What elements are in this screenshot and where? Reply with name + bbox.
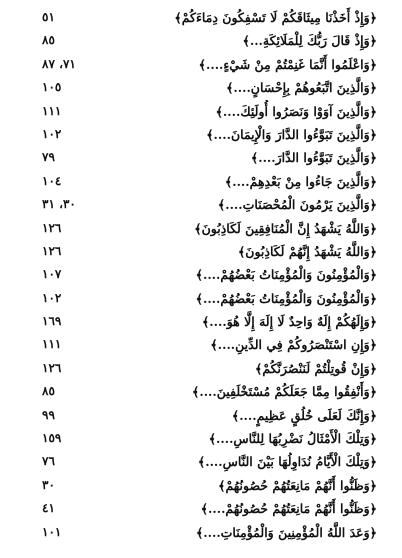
- index-row: [42, 521, 377, 544]
- page-reference: ٧٩: [42, 150, 55, 165]
- page-reference: ١٠٢: [42, 290, 62, 305]
- index-row: [42, 29, 377, 52]
- page-reference: ١٢٦: [42, 220, 62, 235]
- verse-text: ﴿وَعَدَ اللَّهُ الْمُؤْمِنِينَ وَالْمُؤْمِنَاتِ....﴾: [195, 524, 377, 540]
- index-row: [42, 310, 377, 333]
- index-row: [42, 193, 377, 216]
- verse-text: ﴿وَالْمُؤْمِنُونَ وَالْمُؤْمِنَاتُ بَعْضُهُمْ....﴾: [195, 267, 377, 283]
- page-reference: ١٢٦: [42, 360, 62, 375]
- verse-text: ﴿وَالَّذِينَ تَبَوَّءُوا الدَّارَ....﴾: [250, 150, 377, 166]
- verse-text: ﴿وَإِنِ اسْتَنْصَرُوكُمْ فِي الدِّينِ....﴾: [210, 337, 377, 353]
- page-reference: ٤١: [42, 501, 55, 516]
- verse-text: ﴿وَالَّذِينَ يَرْمُونَ الْمُحْصَنَاتِ....﴾: [217, 197, 377, 213]
- page-reference: ١٠٧: [42, 267, 62, 282]
- verse-text: ﴿وَالَّذِينَ تَبَوَّءُوا الدَّارَ وَالْإِيمَانَ....﴾: [206, 126, 377, 142]
- verse-text: ﴿وَاللَّهُ يَشْهَدُ إِنَّ الْمُنَافِقِينَ لَكَاذِبُونَ﴾: [194, 220, 377, 236]
- verse-text: ﴿وَالَّذِينَ اتَّبَعُوهُمْ بِإِحْسَانٍ....﴾: [226, 80, 377, 96]
- verse-text: ﴿وَتِلْكَ الْأَمْثَالُ نَضْرِبُهَا لِلنَّاسِ....﴾: [208, 431, 377, 447]
- verse-text: ﴿وَأَنْفِقُوا مِمَّا جَعَلَكُمْ مُسْتَخْلَفِينَ....﴾: [192, 384, 377, 400]
- verse-text: ﴿وَإِلَهُكُمْ إِلَهٌ وَاحِدٌ لَا إِلَهَ إِلَّا هُوَ....﴾: [201, 314, 377, 330]
- verse-text: ﴿وَالَّذِينَ آوَوْا وَنَصَرُوا أُولَئِكَ....﴾: [215, 103, 377, 119]
- verse-text: ﴿وَاعْلَمُوا أَنَّمَا غَنِمْتُمْ مِنْ شَيْءٍ....﴾: [198, 56, 377, 72]
- page-reference: ٣٠: [42, 477, 55, 492]
- index-row: [42, 100, 377, 123]
- page-reference: ١٢٦: [42, 243, 62, 258]
- index-row: [42, 123, 377, 146]
- page-reference: ٧١، ٨٧: [42, 56, 76, 71]
- page-reference: ١٠٤: [42, 173, 62, 188]
- page-reference: ٨٥: [42, 384, 55, 399]
- index-row: [42, 76, 377, 99]
- index-row: [42, 333, 377, 356]
- index-row: [42, 53, 377, 76]
- page-reference: ١١١: [42, 337, 62, 352]
- page-reference: ١٠١: [42, 524, 62, 539]
- verse-index-list: [42, 6, 377, 544]
- verse-text: ﴿وَإِنَّكَ لَعَلَى خُلُقٍ عَظِيمٍ....﴾: [231, 407, 377, 423]
- verse-text: ﴿وَظَنُّوا أَنَّهُمْ مَانِعَتُهُمْ حُصُونُهُمْ....﴾: [200, 501, 377, 517]
- page-reference: ٨٥: [42, 33, 55, 48]
- index-row: [42, 263, 377, 286]
- index-row: [42, 450, 377, 473]
- index-row: [42, 170, 377, 193]
- page-reference: ٣٠، ٣١: [42, 197, 76, 212]
- verse-text: ﴿وَإِنْ قُوتِلْتُمْ لَنَنْصُرَنَّكُمْ﴾: [255, 360, 377, 376]
- index-row: [42, 380, 377, 403]
- index-row: [42, 6, 377, 29]
- page-reference: ٩٩: [42, 407, 55, 422]
- index-row: [42, 474, 377, 497]
- page-reference: ١٠٥: [42, 80, 62, 95]
- page-reference: ١١١: [42, 103, 62, 118]
- index-row: [42, 404, 377, 427]
- index-row: [42, 217, 377, 240]
- index-row: [42, 240, 377, 263]
- page-reference: ٧٦: [42, 454, 55, 469]
- index-row: [42, 357, 377, 380]
- index-row: [42, 427, 377, 450]
- verse-text: ﴿وَإِذْ أَخَذْنَا مِيثَاقَكُمْ لَا تَسْفِكُونَ دِمَاءَكُمْ﴾: [174, 10, 377, 25]
- page-reference: ١٠٢: [42, 126, 62, 141]
- verse-text: ﴿وَإِذْ قَالَ رَبُّكَ لِلْمَلَائِكَةِ...﴾: [242, 33, 377, 49]
- verse-text: ﴿وَالَّذِينَ جَاءُوا مِنْ بَعْدِهِمْ....﴾: [224, 173, 377, 189]
- page-reference: ٥١: [42, 10, 55, 24]
- index-row: [42, 146, 377, 169]
- verse-text: ﴿وَالْمُؤْمِنُونَ وَالْمُؤْمِنَاتُ بَعْضُهُمْ....﴾: [195, 290, 377, 306]
- verse-text: ﴿وَاللَّهُ يَشْهَدُ إِنَّهُمْ لَكَاذِبُونَ﴾: [237, 243, 377, 259]
- verse-text: ﴿وَظَنُّوا أَنَّهُمْ مَانِعَتُهُمْ حُصُونُهُمْ﴾: [218, 477, 377, 493]
- index-row: [42, 287, 377, 310]
- index-row: [42, 497, 377, 520]
- page-reference: ١٦٩: [42, 314, 62, 329]
- page-reference: ١٥٩: [42, 431, 62, 446]
- verse-text: ﴿وَتِلْكَ الْأَيَّامُ نُدَاوِلُهَا بَيْنَ النَّاسِ....﴾: [197, 454, 377, 470]
